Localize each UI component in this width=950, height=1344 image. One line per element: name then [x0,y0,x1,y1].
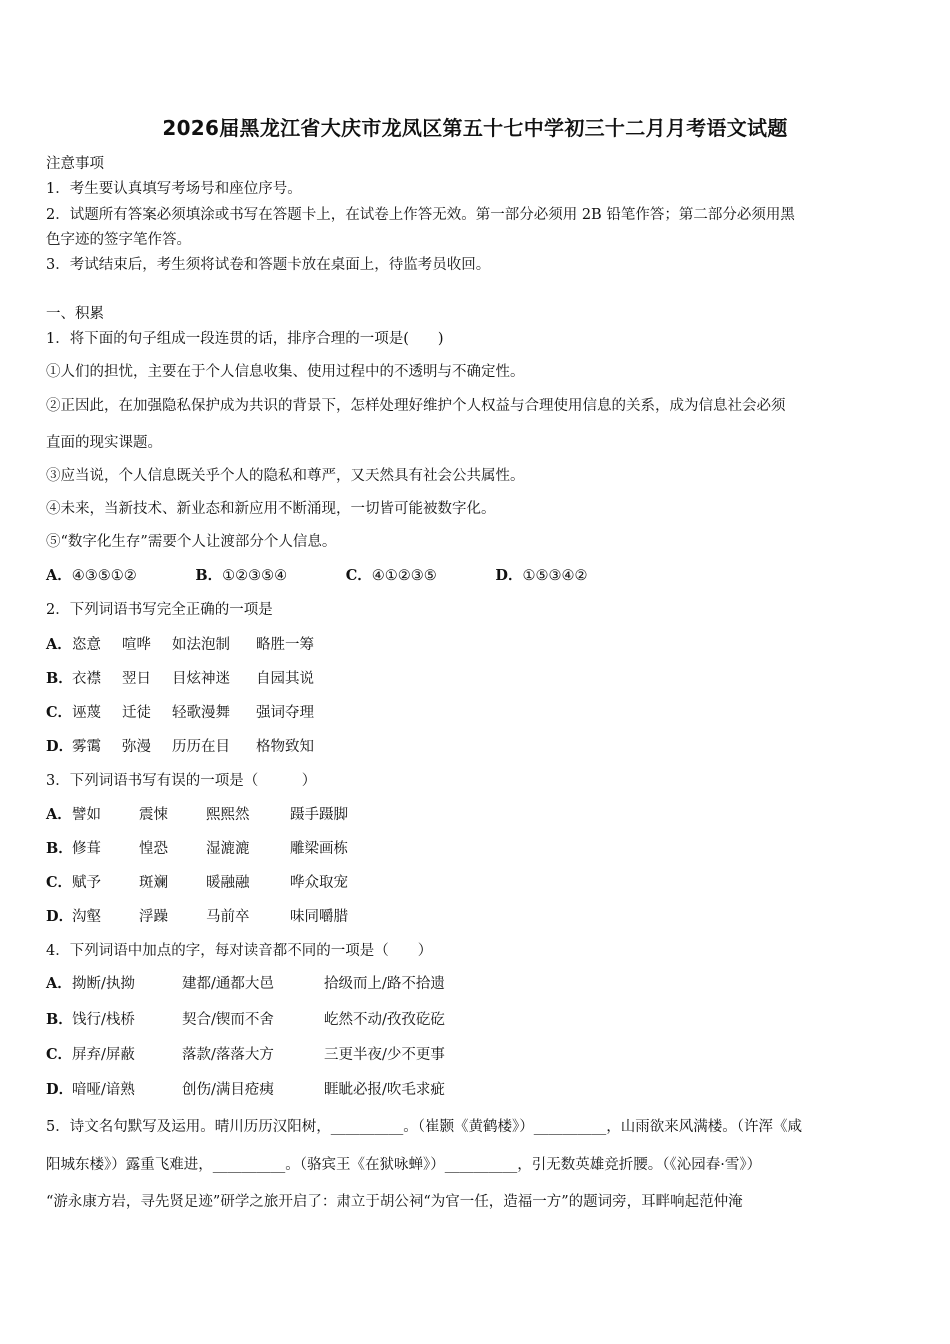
q1-sentence-1: ①人们的担忧，主要在于个人信息收集、使用过程中的不透明与不确定性。 [46,364,525,380]
notice-item-3: 3．考试结束后，考生须将试卷和答题卡放在桌面上，待监考员收回。 [46,257,491,273]
notice-heading: 注意事项 [46,156,104,172]
q3-option-c[interactable]: C．赋予 斑斓 暖融融 哗众取宠 [46,874,348,891]
q2-option-b[interactable]: B．衣襟 翌日 目炫神迷 自园其说 [46,670,314,687]
q3-option-a[interactable]: A．譬如 震悚 熙熙然 蹑手蹑脚 [46,806,348,823]
q1-choice-d[interactable]: D．①⑤③④② [495,567,588,584]
notice-item-2: 2．试题所有答案必须填涂或书写在答题卡上，在试卷上作答无效。第一部分必须用 2B 铅笔作答；第二部分必须用黑 [46,207,795,223]
exam-title: 2026届黑龙江省大庆市龙凤区第五十七中学初三十二月月考语文试题 [162,116,788,140]
q2-stem: 2．下列词语书写完全正确的一项是 [46,602,273,618]
q1-sentence-2: ②正因此，在加强隐私保护成为共识的背景下，怎样处理好维护个人权益与合理使用信息的关系，成为信息社会必须 [46,398,786,414]
q4-stem: 4．下列词语中加点的字，每对读音都不同的一项是（ ） [46,943,433,959]
q1-choices [46,564,587,585]
q1-sentence-3: ③应当说，个人信息既关乎个人的隐私和尊严，又天然具有社会公共属性。 [46,468,525,484]
q4-option-a[interactable]: A．拗断/执拗 建都/通都大邑 拾级而上/路不拾遗 [46,975,445,992]
q5-line-2: 阳城东楼》）露重飞难进，__________。（骆宾王《在狱咏蝉》）__________，引无数英雄竞折腰。（《沁园春·雪》） [46,1157,762,1173]
q1-sentence-5: ⑤“数字化生存”需要个人让渡部分个人信息。 [46,534,337,550]
q1-sentence-2-cont: 直面的现实课题。 [46,435,162,451]
q1-stem: 1．将下面的句子组成一段连贯的话，排序合理的一项是( ) [46,331,444,347]
q2-option-d[interactable]: D．雾霭 弥漫 历历在目 格物致知 [46,738,314,755]
section-heading: 一、积累 [46,306,104,322]
q3-stem: 3．下列词语书写有误的一项是（ ） [46,773,317,789]
q1-sentence-4: ④未来，当新技术、新业态和新应用不断涌现，一切皆可能被数字化。 [46,501,496,517]
notice-item-2-cont: 色字迹的签字笔作答。 [46,232,191,248]
notice-item-1: 1．考生要认真填写考场号和座位序号。 [46,181,302,197]
q1-choice-b[interactable]: B．①②③⑤④ [195,567,288,584]
q1-choice-c[interactable]: C．④①②③⑤ [345,567,437,584]
q2-option-a[interactable]: A．恣意 喧哗 如法泡制 略胜一筹 [46,636,314,653]
q5-line-3: “游永康方岩，寻先贤足迹”研学之旅开启了：肃立于胡公祠“为官一任，造福一方”的题词旁，耳畔响起范仲淹 [46,1194,743,1210]
q4-option-d[interactable]: D．喑哑/谙熟 创伤/满目疮痍 睚眦必报/吹毛求疵 [46,1081,445,1098]
q3-option-b[interactable]: B．修葺 惶恐 湿漉漉 雕梁画栋 [46,840,348,857]
q3-option-d[interactable]: D．沟壑 浮躁 马前卒 味同嚼腊 [46,908,348,925]
q2-option-c[interactable]: C．诬蔑 迁徒 轻歌漫舞 强词夺理 [46,704,314,721]
q4-option-b[interactable]: B．饯行/栈桥 契合/锲而不舍 屹然不动/孜孜矻矻 [46,1011,445,1028]
q4-option-c[interactable]: C．屏弃/屏蔽 落款/落落大方 三更半夜/少不更事 [46,1046,445,1063]
q5-line-1: 5．诗文名句默写及运用。晴川历历汉阳树，__________。（崔颢《黄鹤楼》）__________，山雨欲来风满楼。（许浑《咸 [46,1119,802,1135]
q1-choice-a[interactable]: A．④③⑤①② [46,567,137,584]
